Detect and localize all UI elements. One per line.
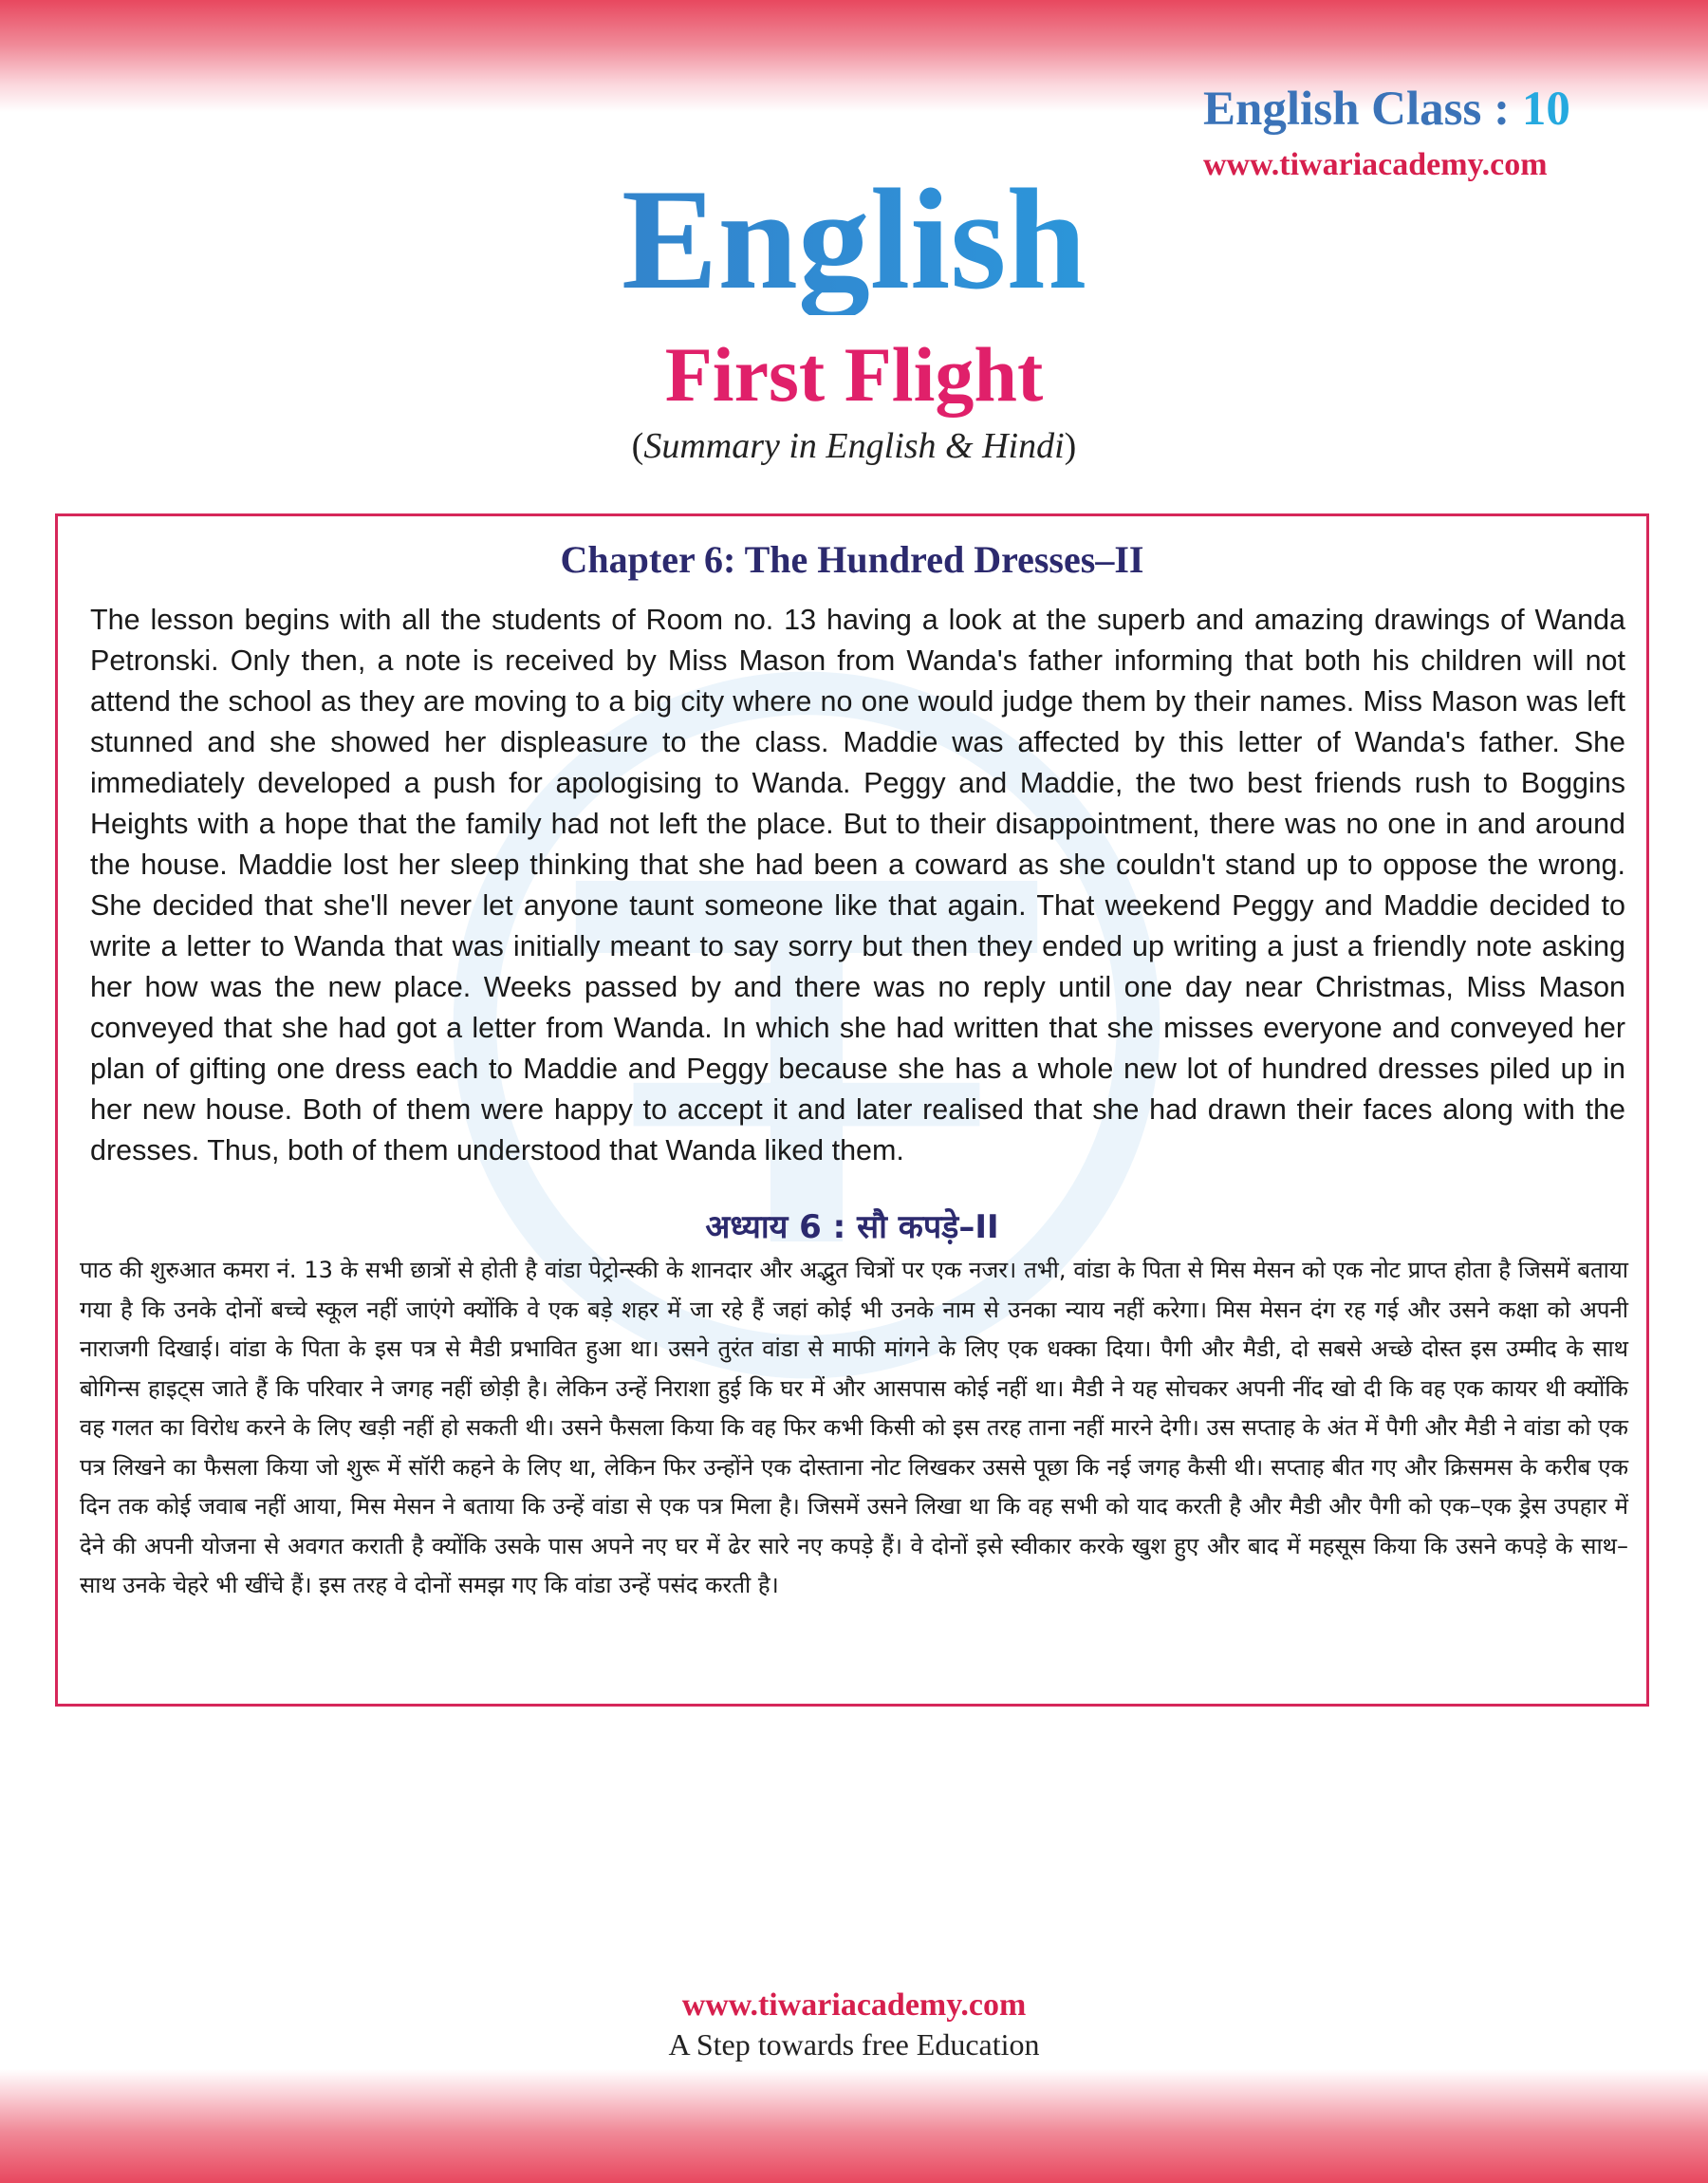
english-summary-paragraph: The lesson begins with all the students of Room no. 13 having a look at the superb and amazing drawings of Wanda Petronski. Only then, a note is received by Miss Mason from Wanda's father informing that both his children will not attend the school as they are moving to a big city where no one would judge them by their names. Miss Mason was left stunned and she showed her displeasure to the class. Maddie was affected by this letter of Wanda's father. She immediately developed a push for apologising to Wanda. Peggy and Maddie, the two best friends rush to Boggins Heights with a hope that the family had not left the place. But to their disappointment, there was no one in and around the house. Maddie lost her sleep thinking that she had been a coward as she couldn't stand up to oppose the wrong. She decided that she'll never let anyone taunt someone like that again. That weekend Peggy and Maddie decided to write a letter to Wanda that was initially meant to say sorry but then they ended up writing a just a friendly note asking her how was the new place. Weeks passed by and there was no reply until one day near Christmas, Miss Mason conveyed that she had got a letter from Wanda. In which she had written that she misses everyone and conveyed her plan of gifting one dress each to Maddie and Peggy because she has a whole new lot of hundred dresses piled up in her new house. Both of them were happy to accept it and later realised that she had drawn their faces along with the dresses. Thus, both of them understood that Wanda liked them. bbox=[90, 604, 1625, 1166]
footer-tagline: A Step towards free Education bbox=[668, 2027, 1040, 2062]
summary-subtitle bbox=[0, 425, 1708, 467]
subtitle-close-paren: ) bbox=[1064, 426, 1077, 466]
book-title: First Flight bbox=[664, 331, 1044, 418]
english-chapter-heading: Chapter 6: The Hundred Dresses–II bbox=[560, 538, 1144, 581]
hindi-summary-paragraph: पाठ की शुरुआत कमरा नं. 13 के सभी छात्रों से होती है वांडा पेट्रोन्स्की के शानदार और अद्भुत चित्रों पर एक नजर। तभी, वांडा के पिता से मिस मेसन को एक नोट प्राप्त होता है जिसमें बताया गया है कि उनके दोनों बच्चे स्कूल नहीं जाएंगे क्योंकि वे एक बड़े शहर में जा रहे हैं जहां कोई भी उनके नाम से उनका न्याय नहीं करेगा। मिस मेसन दंग रह गई और उसने कक्षा को अपनी नाराजगी दिखाई। वांडा के पिता के इस पत्र से मैडी प्रभावित हुआ था। उसने तुरंत वांडा से माफी मांगने के लिए एक धक्का दिया। पैगी और मैडी, दो सबसे अच्छे दोस्त इस उम्मीद के साथ बोगिन्स हाइट्स जाते हैं कि परिवार ने जगह नहीं छोड़ी है। लेकिन उन्हें निराशा हुई कि घर में और आसपास कोई नहीं था। मैडी ने यह सोचकर अपनी नींद खो दी कि वह एक कायर थी क्योंकि वह गलत का विरोध करने के लिए खड़ी नहीं हो सकती थी। उसने फैसला किया कि वह फिर कभी किसी को इस तरह ताना नहीं मारने देगी। उस सप्ताह के अंत में पैगी और मैडी ने वांडा को एक पत्र लिखने का फैसला किया जो शुरू में सॉरी कहने के लिए था, लेकिन फिर उन्होंने एक दोस्ताना नोट लिखकर उससे पूछा कि नई जगह कैसी थी। सप्ताह बीत गए और क्रिसमस के करीब एक दिन तक कोई जवाब नहीं आया, मिस मेसन ने बताया कि उन्हें वांडा से एक पत्र मिला है। जिसमें उसने लिखा था कि वह सभी को याद करती है और मैडी और पैगी को एक–एक ड्रेस उपहार में देने की अपनी योजना से अवगत कराती है क्योंकि उसके पास अपने नए घर में ढेर सारे नए कपड़े हैं। वे दोनों इसे स्वीकार करके खुश हुए और बाद में महसूस किया कि उसने कपड़े के साथ–साथ उनके चेहरे भी खींचे हैं। इस तरह वे दोनों समझ गए कि वांडा उन्हें पसंद करती है। bbox=[80, 1257, 1628, 1598]
hindi-chapter-heading: अध्याय 6 : सौ कपड़े–II bbox=[705, 1208, 999, 1246]
class-number: 10 bbox=[1521, 83, 1570, 136]
subtitle-text: Summary in English & Hindi bbox=[643, 426, 1065, 466]
class-label-text: English Class : bbox=[1203, 83, 1522, 136]
page-title: English bbox=[0, 163, 1708, 315]
class-label bbox=[1203, 82, 1570, 137]
bottom-gradient-band bbox=[0, 2069, 1708, 2183]
subtitle-open-paren: ( bbox=[631, 426, 644, 466]
footer-website-link[interactable]: www.tiwariacademy.com bbox=[681, 1987, 1027, 2023]
